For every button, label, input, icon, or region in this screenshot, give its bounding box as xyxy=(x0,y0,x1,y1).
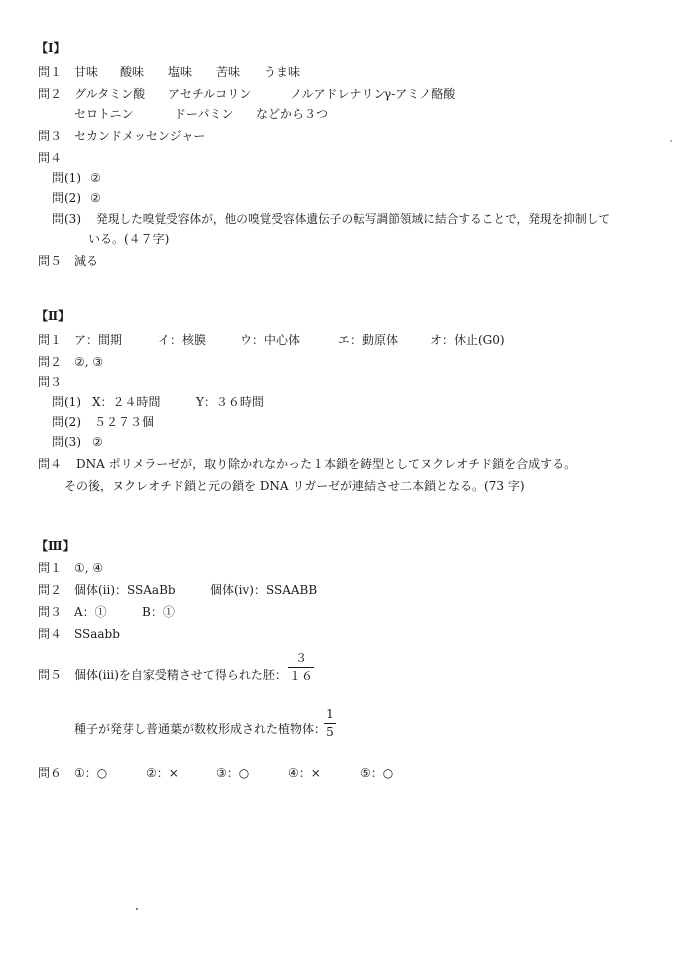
answer-text: 種子が発芽し普通葉が数枚形成された植物体： xyxy=(74,722,327,736)
answer-item: ⑤：○ xyxy=(360,766,394,780)
section-header-1: 【Ⅰ】 xyxy=(36,41,66,55)
question-label: 問４ xyxy=(38,457,63,471)
fraction-denominator: １６ xyxy=(288,669,313,683)
sub-question-label: 問(1) xyxy=(52,171,81,185)
question-label: 問５ xyxy=(38,668,63,682)
section-header-2: 【Ⅱ】 xyxy=(36,309,71,323)
answer-text: 減る xyxy=(74,254,99,268)
question-label: 問２ xyxy=(38,355,63,369)
question-label: 問２ xyxy=(38,583,63,597)
answer-item: 塩味 xyxy=(168,65,193,79)
question-label: 問５ xyxy=(38,254,63,268)
answer-text: A：① xyxy=(74,605,107,619)
answer-item: ①：○ xyxy=(74,766,108,780)
sub-question-label: 問(3) xyxy=(52,435,81,449)
answer-item: ②：× xyxy=(146,766,179,780)
answer-text: ② xyxy=(90,191,101,205)
answer-text: ①, ④ xyxy=(74,561,104,575)
section-header-3: 【Ⅲ】 xyxy=(36,539,75,553)
answer-text: ５２７３個 xyxy=(94,415,155,429)
answer-text: 個体(ⅱ)：SSAaBb xyxy=(74,583,176,597)
answer-text: 発現した嗅覚受容体が，他の嗅覚受容体遺伝子の転写調節領域に結合することで，発現を抑制して xyxy=(96,212,611,226)
scan-speck xyxy=(136,908,138,910)
question-label: 問２ xyxy=(38,87,63,101)
question-label: 問３ xyxy=(38,605,63,619)
sub-question-label: 問(2) xyxy=(52,191,81,205)
answer-item: アセチルコリン xyxy=(168,87,252,101)
question-label: 問１ xyxy=(38,333,63,347)
answer-item: ノルアドレナリン xyxy=(290,87,386,101)
fraction-numerator: ３ xyxy=(294,651,307,665)
answer-item: ア：間期 xyxy=(74,333,123,347)
fraction-3-16 xyxy=(288,651,314,683)
answer-text: Y：３６時間 xyxy=(196,395,264,409)
question-label: 問１ xyxy=(38,65,63,79)
sub-question-label: 問(3) xyxy=(52,212,81,226)
answer-item: うま味 xyxy=(264,65,301,79)
fraction-bar xyxy=(288,667,314,668)
answer-text: B：① xyxy=(142,605,175,619)
answer-text: ② xyxy=(92,435,103,449)
answer-item: ③：○ xyxy=(216,766,250,780)
answer-item: γ-アミノ酪酸 xyxy=(384,87,456,101)
fraction-denominator: 5 xyxy=(326,725,334,739)
answer-item: オ：休止(G0) xyxy=(430,333,505,347)
answer-text: いる。(４７字) xyxy=(88,232,170,246)
question-label: 問３ xyxy=(38,375,63,389)
question-label: 問４ xyxy=(38,627,63,641)
answer-text: X：２４時間 xyxy=(92,395,161,409)
answer-item: エ：動原体 xyxy=(338,333,399,347)
answer-text: SSaabb xyxy=(74,627,120,641)
answer-item: 苦味 xyxy=(216,65,241,79)
answer-text: セカンドメッセンジャー xyxy=(74,129,206,143)
answer-item: ④：× xyxy=(288,766,321,780)
answer-item: イ：核膜 xyxy=(158,333,207,347)
answer-text: その後，ヌクレオチド鎖と元の鎖を DNA リガーゼが連結させ二本鎖となる。(73 字) xyxy=(64,479,525,493)
question-label: 問４ xyxy=(38,151,63,165)
question-label: 問６ xyxy=(38,766,63,780)
answer-text: 個体(ⅲ)を自家受精させて得られた胚： xyxy=(74,668,287,682)
answer-item: などから３つ xyxy=(256,107,329,121)
answer-item: 酸味 xyxy=(120,65,145,79)
answer-text: DNA ポリメラーゼが，取り除かれなかった１本鎖を鋳型としてヌクレオチド鎖を合成する。 xyxy=(76,457,577,471)
sub-question-label: 問(2) xyxy=(52,415,81,429)
fraction-1-5 xyxy=(324,707,336,739)
answer-item: ドーパミン xyxy=(174,107,234,121)
answer-item: ウ：中心体 xyxy=(240,333,301,347)
answer-text: 個体(ⅳ)：SSAABB xyxy=(210,583,318,597)
question-label: 問１ xyxy=(38,561,63,575)
answer-item: セロトニン xyxy=(74,107,134,121)
sub-question-label: 問(1) xyxy=(52,395,81,409)
answer-text: ②, ③ xyxy=(74,355,104,369)
fraction-numerator: 1 xyxy=(326,707,334,721)
question-label: 問３ xyxy=(38,129,63,143)
fraction-bar xyxy=(324,723,336,724)
answer-item: グルタミン酸 xyxy=(74,87,146,101)
answer-item: 甘味 xyxy=(74,65,99,79)
scan-speck xyxy=(670,140,672,142)
answer-text: ② xyxy=(90,171,101,185)
